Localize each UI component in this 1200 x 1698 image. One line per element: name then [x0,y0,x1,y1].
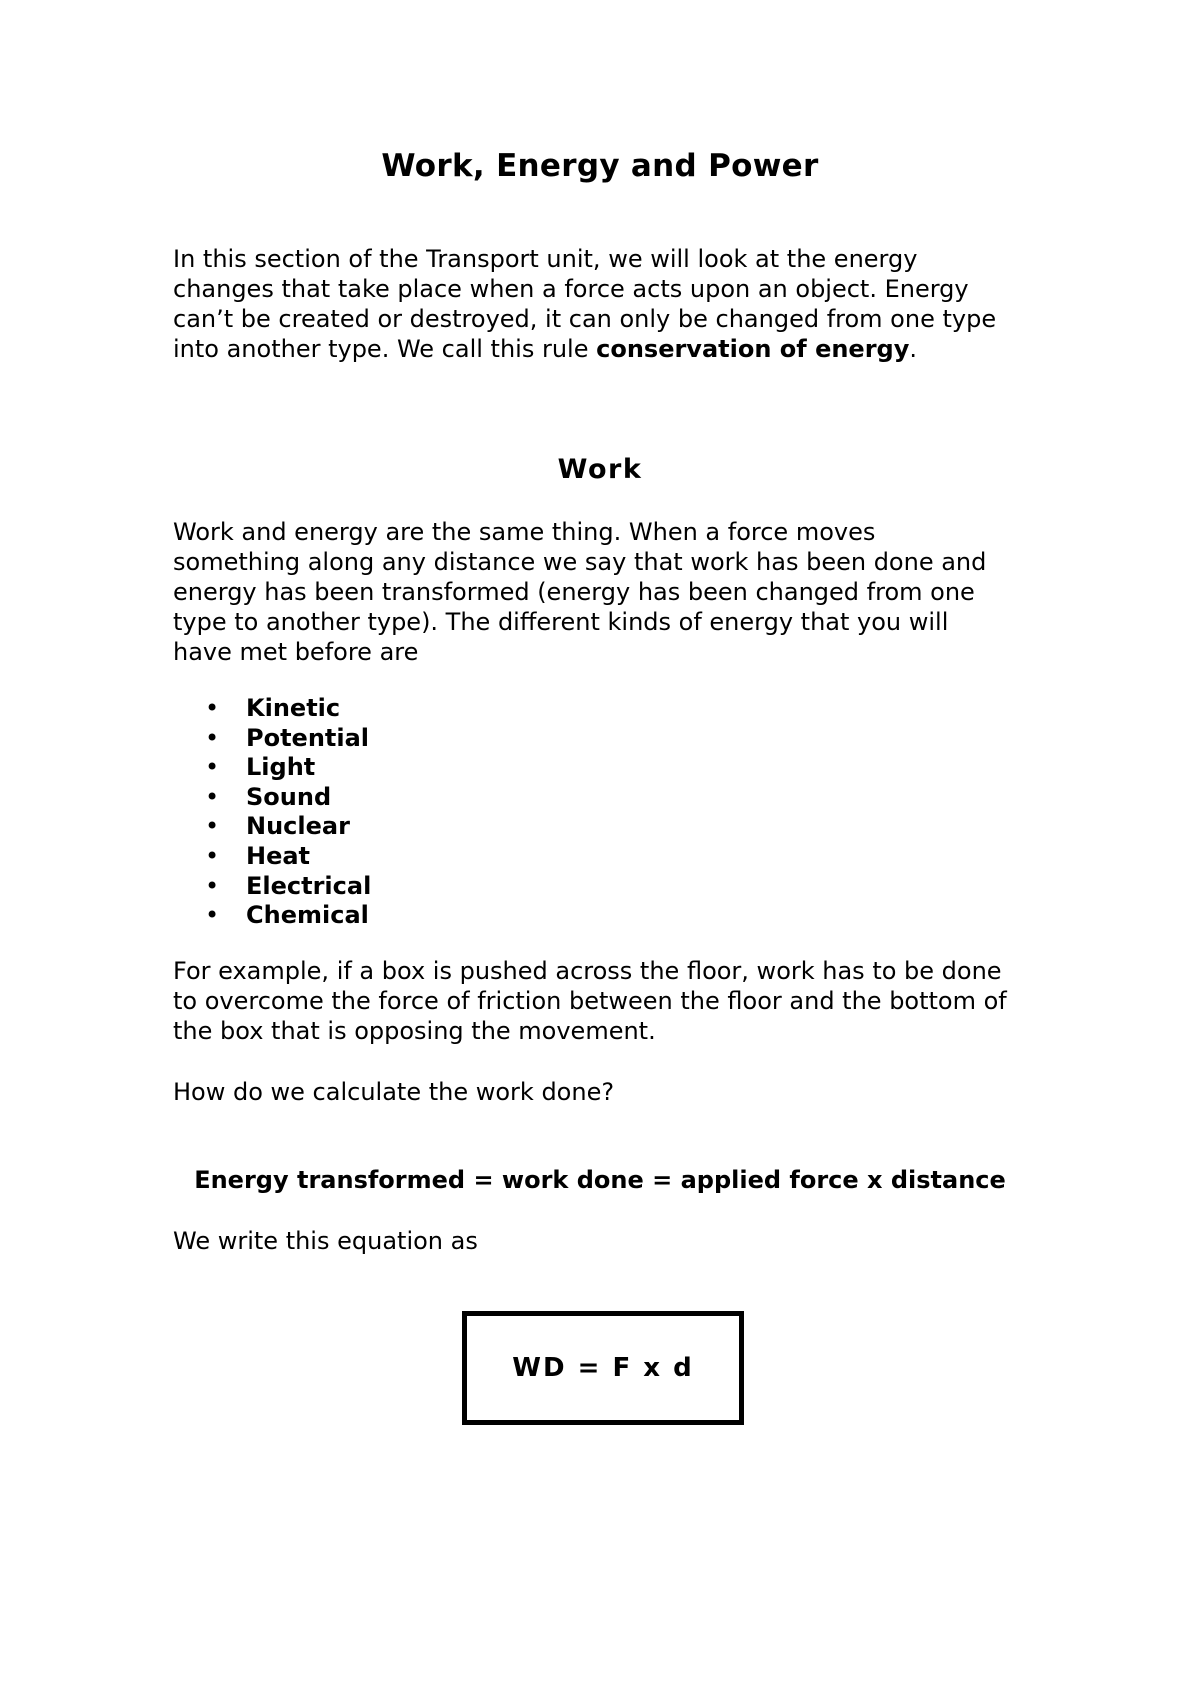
energy-type-label: Light [246,753,316,782]
intro-line-last [173,334,1053,364]
work-line: have met before are [173,638,419,666]
page-title: Work, Energy and Power [381,148,819,184]
bullet-icon: • [205,812,220,841]
intro-paragraph [173,244,1053,364]
energy-type-label: Potential [246,723,370,752]
list-item [205,753,371,783]
work-line: Work and energy are the same thing. When a force moves [173,518,876,546]
bullet-icon: • [205,694,220,722]
list-item [205,872,371,902]
example-line: For example, if a box is pushed across the floor, work has to be done [173,957,1002,985]
equation-words: Energy transformed = work done = applied force x distance [194,1166,1006,1194]
bullet-icon: • [205,841,220,870]
formula-text: WD = F x d [512,1353,694,1383]
work-line: type to another type). The different kinds of energy that you will [173,608,949,636]
energy-type-label: Electrical [246,871,372,900]
conservation-of-energy-term: conservation of energy [596,335,910,363]
intro-line: changes that take place when a force acts upon an object. Energy [173,275,969,303]
energy-type-label: Heat [246,841,311,870]
work-paragraph [173,517,1053,667]
intro-line-last-end: . [909,335,918,363]
bullet-icon: • [205,753,220,782]
formula-box [462,1311,744,1425]
example-line: to overcome the force of friction between the floor and the bottom of [173,987,1007,1015]
list-item [205,842,371,872]
example-paragraph [173,956,1053,1046]
energy-type-label: Chemical [246,901,369,930]
bullet-icon: • [205,871,220,900]
bullet-icon: • [205,782,220,811]
list-item [205,783,371,813]
list-item [205,812,371,842]
question-text: How do we calculate the work done? [173,1078,615,1106]
bullet-icon: • [205,901,220,930]
bullet-icon: • [205,723,220,752]
list-item [205,694,371,724]
example-line: the box that is opposing the movement. [173,1017,656,1045]
list-item [205,901,371,931]
intro-line: In this section of the Transport unit, we will look at the energy [173,245,918,273]
energy-types-list [205,694,371,931]
energy-type-label: Nuclear [246,812,350,841]
intro-line: can’t be created or destroyed, it can only be changed from one type [173,305,997,333]
work-heading: Work [557,454,643,485]
energy-type-label: Kinetic [246,694,341,722]
energy-type-label: Sound [246,782,332,811]
equation-intro: We write this equation as [173,1227,478,1255]
work-line: energy has been transformed (energy has been changed from one [173,578,975,606]
work-line: something along any distance we say that work has been done and [173,548,987,576]
intro-line-last-start: into another type. We call this rule [173,335,597,363]
list-item [205,724,371,754]
